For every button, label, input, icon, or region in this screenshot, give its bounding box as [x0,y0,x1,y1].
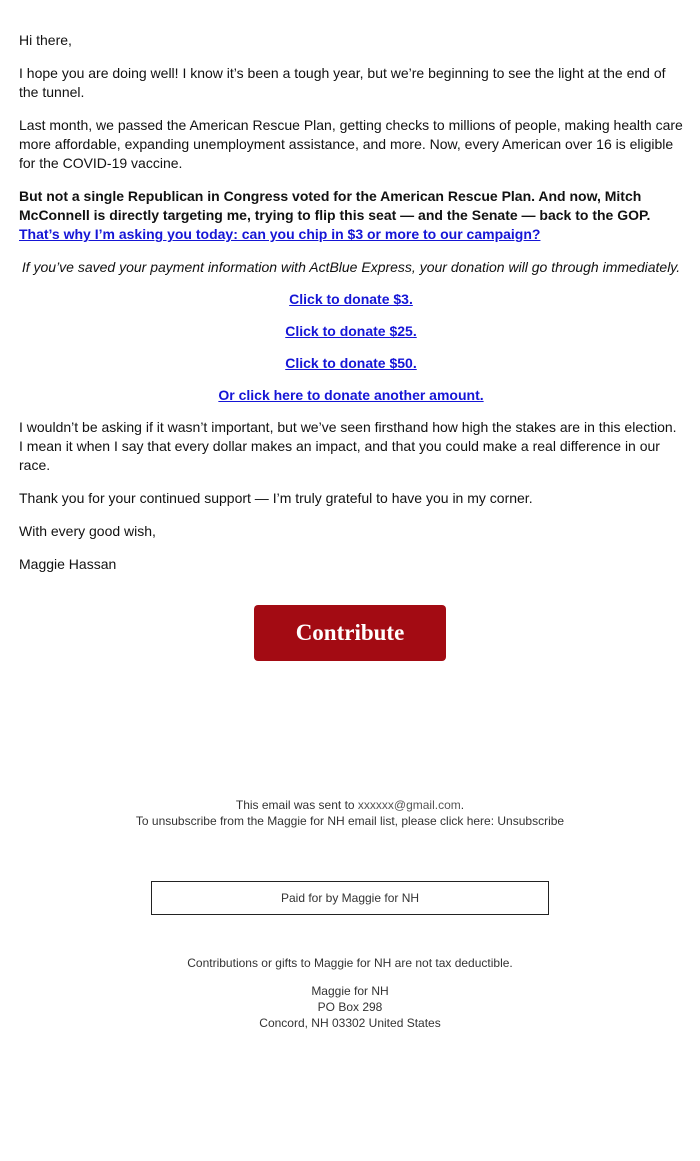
sent-to-suffix: . [460,798,465,812]
signature: Maggie Hassan [19,556,117,572]
donate-3-line [19,290,683,309]
paid-for-box: Paid for by Maggie for NH [151,881,549,915]
unsubscribe-link[interactable]: Unsubscribe [497,814,565,828]
address-line-3: Concord, NH 03302 United States [259,1016,441,1030]
paragraph-stakes: I wouldn’t be asking if it wasn’t important, but we’ve seen firsthand how high the stakes are in this election. I mean it when I say that every dollar makes an impact, and that you could make a real difference in our race. [19,419,677,473]
donate-3-link[interactable]: Click to donate $3. [289,291,413,307]
address-line-2: PO Box 298 [317,1000,383,1014]
unsubscribe-line [0,813,700,829]
paragraph-intro: I hope you are doing well! I know it’s been a tough year, but we’re beginning to see the light at the end of the tunnel. [19,65,666,100]
signoff: With every good wish, [19,523,156,539]
donate-other-amount-link[interactable]: Or click here to donate another amount. [218,387,484,403]
recipient-email: xxxxxx@gmail.com [357,798,461,812]
contribute-button-wrap [254,605,446,661]
actblue-express-note: If you’ve saved your payment information with ActBlue Express, your donation will go through immediately. [21,259,681,275]
paragraph-rescue-plan: Last month, we passed the American Rescue Plan, getting checks to millions of people, making health care more affordable, expanding unemployment assistance, and more. Now, every American over 16 is eligible for the COVID-19 vaccine. [19,117,683,171]
donate-25-link[interactable]: Click to donate $25. [285,323,417,339]
donate-25-line [19,322,683,341]
donate-50-link[interactable]: Click to donate $50. [285,355,417,371]
paragraph-thanks: Thank you for your continued support — I’m truly grateful to have you in my corner. [19,490,533,506]
tax-disclaimer: Contributions or gifts to Maggie for NH are not tax deductible. [187,956,513,970]
paragraph-republicans: But not a single Republican in Congress voted for the American Rescue Plan. And now, Mitch McConnell is directly targeting me, trying to flip this seat — and the Senate — back to the GOP. [19,188,651,223]
unsubscribe-prefix: To unsubscribe from the Maggie for NH email list, please click here: [135,814,498,828]
chip-in-link[interactable]: That’s why I’m asking you today: can you chip in $3 or more to our campaign? [19,226,541,242]
ask-line [19,225,683,244]
mailing-address [0,983,700,1031]
donate-other-line [19,386,683,405]
email-body [19,31,683,588]
sent-to-prefix: This email was sent to [235,798,358,812]
sent-to-line [0,797,700,813]
donate-50-line [19,354,683,373]
address-line-1: Maggie for NH [311,984,389,998]
contribute-button[interactable]: Contribute [254,605,446,661]
footer-sent-info [0,797,700,829]
greeting: Hi there, [19,32,72,48]
